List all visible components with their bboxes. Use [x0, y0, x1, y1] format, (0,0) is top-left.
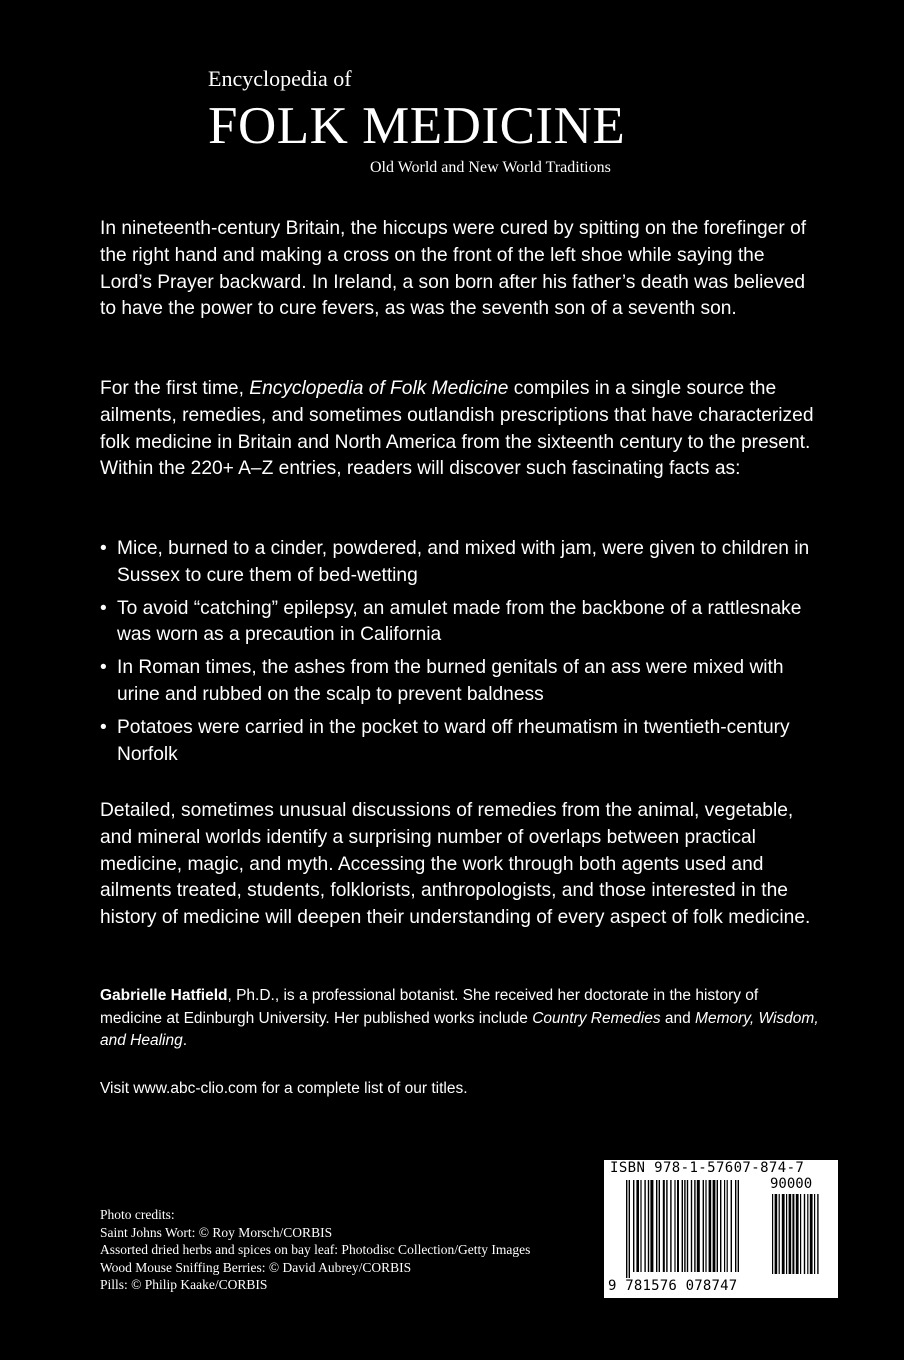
isbn-number: ISBN 978-1-57607-874-7	[610, 1160, 805, 1176]
bullet-icon: •	[100, 716, 107, 738]
list-item	[100, 715, 820, 769]
photo-credits	[100, 1206, 530, 1294]
intro-paragraph: In nineteenth-century Britain, the hiccups were cured by spitting on the forefinger of the right hand and making a cross on the front of the left shoe while saying the Lord’s Prayer backward. In Ireland, a son born after his father’s death was believed to have the power to cure fevers, as was the seventh son of a seventh son.	[100, 218, 807, 320]
credit-line: Wood Mouse Sniffing Berries: © David Aubrey/CORBIS	[100, 1259, 412, 1275]
author-name: Gabrielle Hatfield	[100, 987, 228, 1004]
facts-list	[100, 536, 820, 774]
list-item-text: To avoid “catching” epilepsy, an amulet made from the backbone of a rattlesnake was worn as a precaution in California	[117, 597, 802, 646]
book-title-italic: Encyclopedia of Folk Medicine	[249, 378, 509, 399]
barcode-bars-icon	[626, 1180, 766, 1280]
credits-heading: Photo credits:	[100, 1207, 175, 1222]
description-text-before: For the first time,	[100, 378, 250, 399]
book-subtitle: Old World and New World Traditions	[370, 159, 611, 176]
list-item-text: Potatoes were carried in the pocket to ward off rheumatism in twentieth-century Norfolk	[117, 716, 790, 765]
book-title-1: Country Remedies	[532, 1009, 661, 1027]
list-item-text: In Roman times, the ashes from the burned genitals of an ass were mixed with urine and rubbed on the scalp to prevent baldness	[117, 657, 784, 705]
addon-barcode-bars-icon	[772, 1194, 828, 1276]
list-item	[100, 536, 820, 590]
description-paragraph	[100, 376, 820, 483]
isbn-barcode	[604, 1160, 838, 1298]
list-item	[100, 596, 820, 650]
bullet-icon: •	[100, 538, 107, 559]
website-note: Visit www.abc-clio.com for a complete list of our titles.	[100, 1080, 468, 1097]
bullet-icon: •	[100, 597, 107, 619]
pre-title: Encyclopedia of	[208, 66, 352, 91]
book-title: FOLK MEDICINE	[208, 97, 626, 155]
price-code: 90000	[770, 1176, 813, 1192]
description-text-after: compiles in a single source the ailments, remedies, and sometimes outlandish prescriptions that have characterized folk medicine in Britain and North America from the sixteenth century to the present. Within the 220+ A–Z entries, readers will discover such fascinating facts as:	[100, 378, 814, 480]
discussion-paragraph: Detailed, sometimes unusual discussions of remedies from the animal, vegetable, and mineral worlds identify a surprising number of overlaps between practical medicine, magic, and myth. Accessing the work through both agents used and ailments treated, students, folklorists, anthropologists, and those interested in the history of medicine will deepen their understanding of every aspect of folk medicine.	[100, 800, 811, 929]
bullet-icon: •	[100, 657, 107, 679]
bio-and: and	[660, 1009, 696, 1027]
list-item-text: Mice, burned to a cinder, powdered, and mixed with jam, were given to children in Sussex to cure them of bed-wetting	[117, 538, 810, 586]
credit-line: Pills: © Philip Kaake/CORBIS	[100, 1277, 268, 1293]
book-title-2: Memory, Wisdom, and Healing	[100, 1009, 819, 1049]
list-item	[100, 655, 820, 709]
credit-line: Saint Johns Wort: © Roy Morsch/CORBIS	[100, 1224, 333, 1240]
title-block	[208, 64, 668, 176]
credit-line: Assorted dried herbs and spices on bay leaf: Photodisc Collection/Getty Images	[100, 1242, 531, 1258]
ean-digits: 9 781576 078747	[608, 1278, 738, 1294]
bio-text: , Ph.D., is a professional botanist. She received her doctorate in the history of medicine at Edinburgh University. Her published works include	[100, 987, 759, 1027]
author-bio	[100, 985, 820, 1053]
bio-end: .	[182, 1032, 188, 1049]
